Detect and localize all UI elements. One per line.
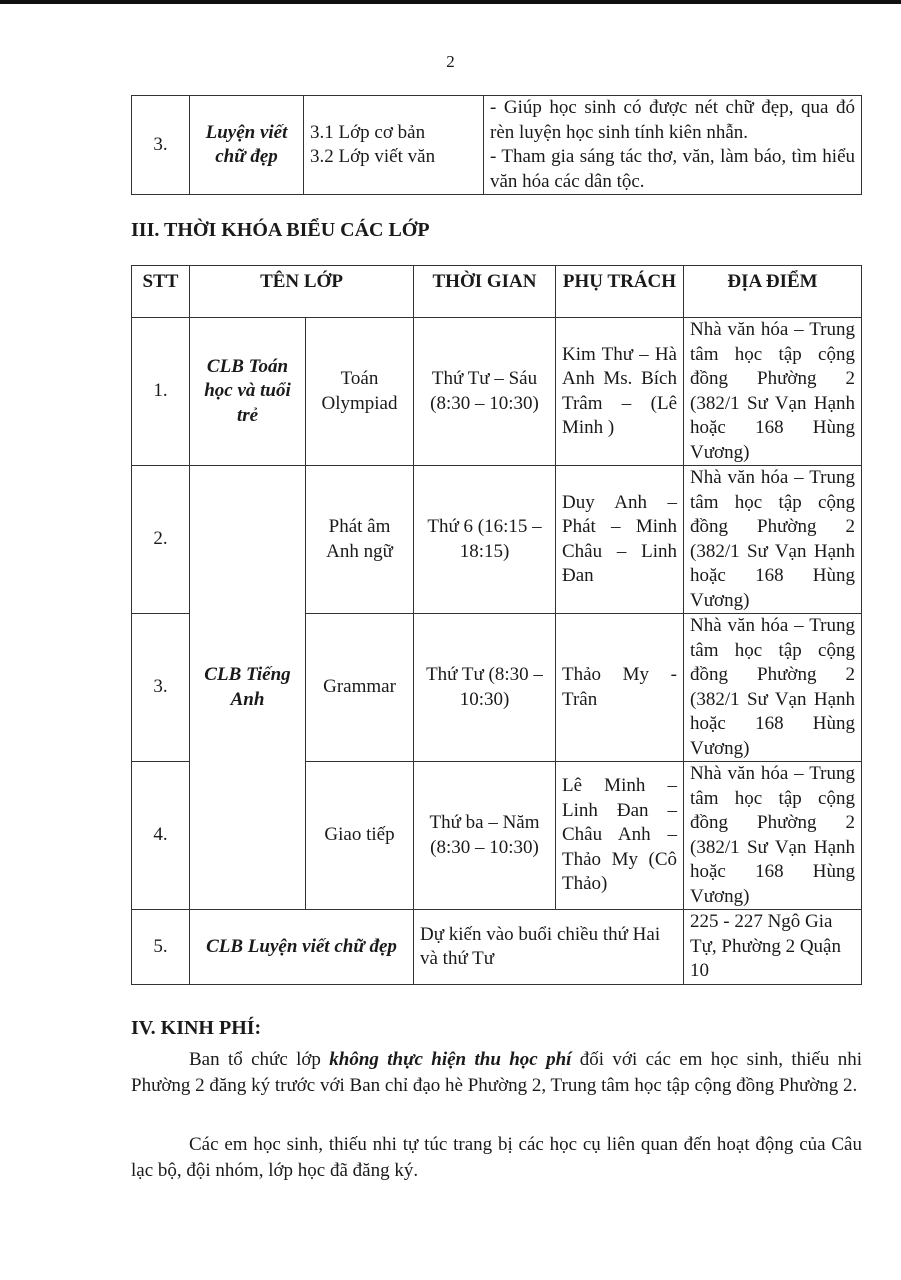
time-cell: Thứ 6 (16:15 – 18:15) [414,466,556,614]
class-cell: Grammar [306,614,414,762]
stt-cell: 3. [132,614,190,762]
stt-cell: 5. [132,910,190,985]
schedule-table [131,265,862,985]
location-cell: Nhà văn hóa – Trung tâm học tập cộng đồng Phường 2 (382/1 Sư Vạn Hạnh hoặc 168 Hùng Vương) [684,466,862,614]
activity-goals-cell [484,96,862,195]
class-cell: Toán Olympiad [306,318,414,466]
location-cell: Nhà văn hóa – Trung tâm học tập cộng đồng Phường 2 (382/1 Sư Vạn Hạnh hoặc 168 Hùng Vương) [684,318,862,466]
in-charge-cell: Duy Anh – Phát – Minh Châu – Linh Đan [556,466,684,614]
table-row [132,466,862,614]
in-charge-cell: Kim Thư – Hà Anh Ms. Bích Trâm – (Lê Minh ) [556,318,684,466]
stt-cell: 3. [132,96,190,195]
class-item: 3.1 Lớp cơ bản [310,121,426,143]
goal-item: - Tham gia sáng tác thơ, văn, làm báo, tìm hiểu văn hóa các dân tộc. [490,146,855,192]
stt-cell: 1. [132,318,190,466]
in-charge-cell: Thảo My - Trân [556,614,684,762]
table-row [132,318,862,466]
header-time: THỜI GIAN [414,266,556,318]
location-cell: Nhà văn hóa – Trung tâm học tập cộng đồng Phường 2 (382/1 Sư Vạn Hạnh hoặc 168 Hùng Vương) [684,762,862,910]
paragraph-text: đối với các em học sinh, thiếu nhi Phường 2 đăng ký trước với Ban chỉ đạo hè Phường 2, Trung tâm học tập cộng đồng Phường 2. [131,1049,862,1096]
stt-cell: 4. [132,762,190,910]
in-charge-cell: Lê Minh – Linh Đan – Châu Anh – Thảo My (Cô Thảo) [556,762,684,910]
class-cell: Giao tiếp [306,762,414,910]
scan-top-border [0,0,901,4]
club-cell: CLB Toán học và tuổi trẻ [190,318,306,466]
time-cell: Thứ Tư – Sáu (8:30 – 10:30) [414,318,556,466]
paragraph-text: Ban tổ chức lớp [189,1049,330,1070]
table-header-row [132,266,862,318]
class-cell: Phát âm Anh ngữ [306,466,414,614]
activities-table [131,95,862,195]
club-cell: CLB Luyện viết chữ đẹp [190,910,414,985]
header-class-name: TÊN LỚP [190,266,414,318]
header-location: ĐỊA ĐIỂM [684,266,862,318]
page-number: 2 [446,52,455,71]
header-in-charge: PHỤ TRÁCH [556,266,684,318]
emphasis-text: không thực hiện thu học phí [329,1049,572,1070]
location-cell: Nhà văn hóa – Trung tâm học tập cộng đồng Phường 2 (382/1 Sư Vạn Hạnh hoặc 168 Hùng Vương) [684,614,862,762]
time-cell: Dự kiến vào buổi chiều thứ Hai và thứ Tư [414,910,684,985]
stt-cell: 2. [132,466,190,614]
location-cell: 225 - 227 Ngô Gia Tự, Phường 2 Quận 10 [684,910,862,985]
class-item: 3.2 Lớp viết văn [310,146,436,167]
activity-name-cell: Luyện viết chữ đẹp [190,96,304,195]
time-cell: Thứ ba – Năm (8:30 – 10:30) [414,762,556,910]
table-row [132,96,862,195]
table-row [132,910,862,985]
club-cell: CLB Tiếng Anh [190,466,306,910]
header-stt: STT [132,266,190,318]
supplies-paragraph: Các em học sinh, thiếu nhi tự túc trang bị các học cụ liên quan đến hoạt động của Câu lạc bộ, đội nhóm, lớp học đã đăng ký. [131,1134,862,1181]
funding-paragraph [131,1047,862,1099]
section-heading: III. THỜI KHÓA BIỂU CÁC LỚP [131,219,430,241]
section-heading: IV. KINH PHÍ: [131,1017,262,1039]
time-cell: Thứ Tư (8:30 – 10:30) [414,614,556,762]
goal-item: - Giúp học sinh có được nét chữ đẹp, qua đó rèn luyện học sinh tính kiên nhẫn. [490,97,855,143]
activity-classes-cell [304,96,484,195]
